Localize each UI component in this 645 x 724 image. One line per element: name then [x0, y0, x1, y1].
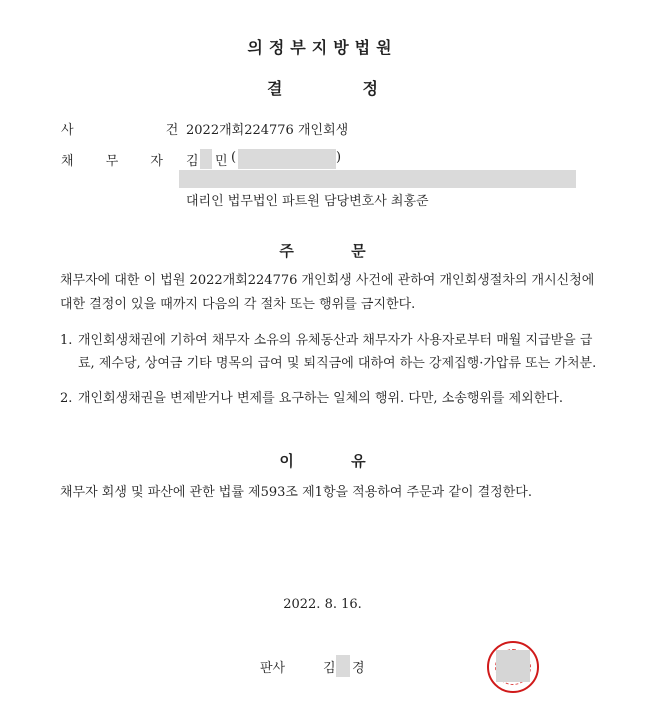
- court-name: 의정부지방법원: [247, 38, 398, 57]
- judge-name-last: 경: [352, 661, 365, 676]
- debtor-name-last: 민: [215, 154, 228, 169]
- redaction-debtor-id: [238, 149, 336, 169]
- debtor-name-first: 김: [186, 154, 199, 169]
- order-item-1-text: 개인회생채권에 기하여 채무자 소유의 유체동산과 채무자가 사용자로부터 매월 지급받을 급료, 제수당, 상여금 기타 명목의 급여 및 퇴직금에 대하여 하는 강제집행·가압류 또는 가처분.: [78, 333, 597, 371]
- order-item-2-num: 2.: [60, 391, 73, 406]
- reason-text: 채무자 회생 및 파산에 관한 법률 제593조 제1항을 적용하여 주문과 같이 결정한다.: [60, 485, 532, 500]
- judge-title: 판사: [260, 661, 286, 676]
- redaction-debtor-address: [179, 170, 576, 188]
- order-item-1-num: 1.: [60, 333, 73, 348]
- redaction-debtor-name: [200, 149, 212, 169]
- order-heading: 주 문: [279, 242, 366, 260]
- reason-heading: 이 유: [279, 452, 366, 470]
- debtor-paren-close: ): [336, 150, 342, 165]
- order-item-2-text: 개인회생채권을 변제받거나 변제를 요구하는 일체의 행위. 다만, 소송행위를 제외한다.: [78, 391, 563, 406]
- case-value: 2022개회224776 개인회생: [186, 123, 349, 138]
- case-label: 사 건: [61, 123, 223, 138]
- debtor-agent: 대리인 법무법인 파트원 담당변호사 최홍준: [186, 194, 429, 209]
- doc-type-char-1: 결: [267, 79, 283, 98]
- order-item-1: [60, 329, 598, 375]
- redaction-judge-name: [336, 655, 350, 677]
- debtor-label: 채 무 자: [61, 154, 177, 169]
- document-type: [0, 76, 645, 99]
- doc-type-char-2: 정: [362, 79, 378, 98]
- decision-date: 2022. 8. 16.: [283, 597, 362, 612]
- order-item-2: [60, 387, 598, 410]
- redaction-seal: [496, 650, 530, 682]
- debtor-paren-open: (: [231, 150, 237, 165]
- order-intro: 채무자에 대한 이 법원 2022개회224776 개인회생 사건에 관하여 개인회생절차의 개시신청에 대한 결정이 있을 때까지 다음의 각 절차 또는 행위를 금지한다.: [60, 273, 595, 312]
- judge-name-first: 김: [323, 661, 336, 676]
